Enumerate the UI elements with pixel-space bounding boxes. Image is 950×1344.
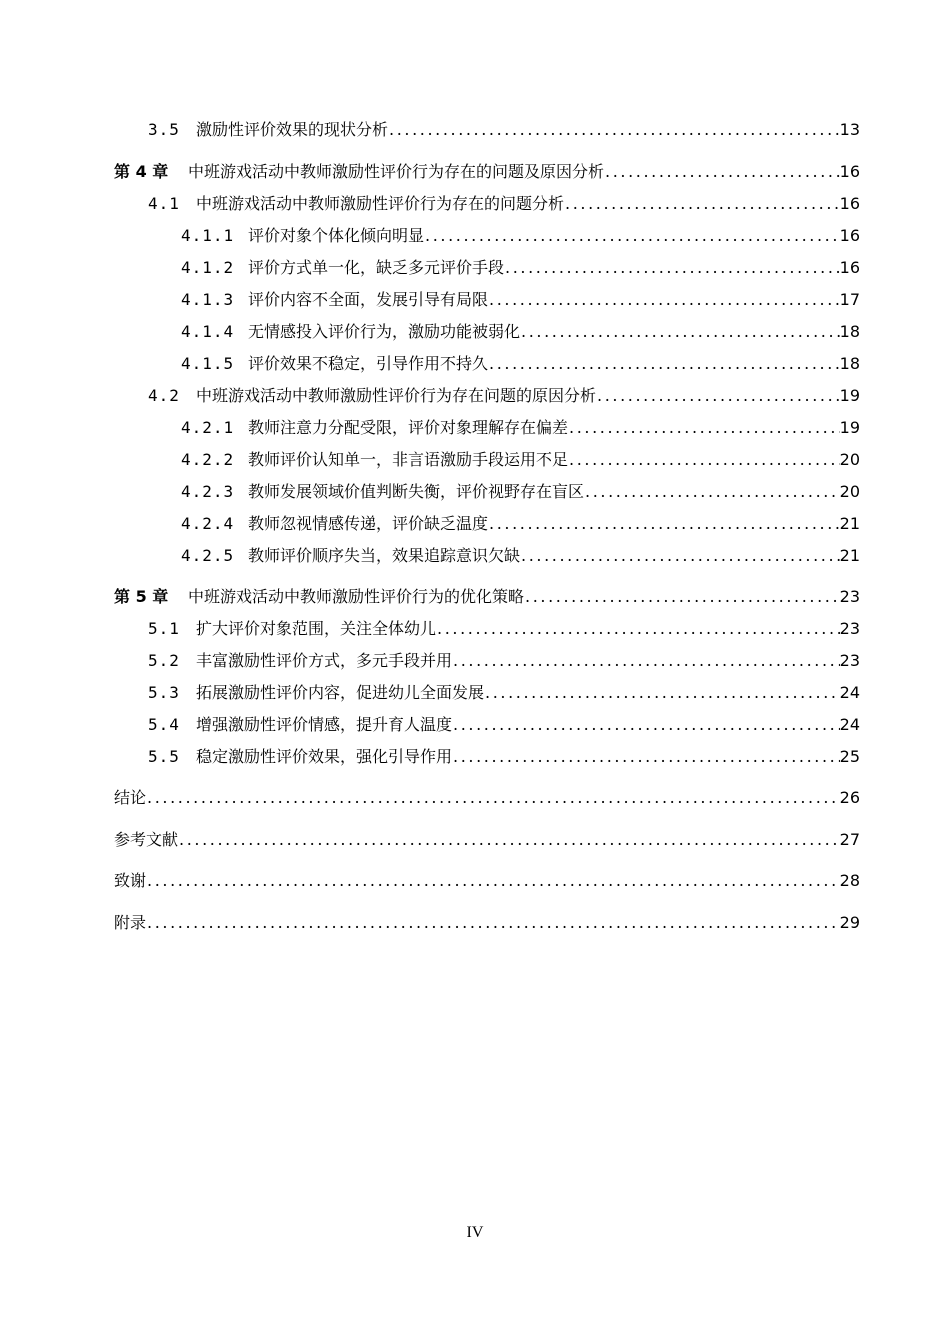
toc-entry-page: 21 bbox=[839, 514, 860, 533]
toc-entry-page: 21 bbox=[839, 546, 860, 565]
toc-leader-dots bbox=[453, 649, 840, 673]
toc-entry-number: 4.2.3 bbox=[181, 482, 235, 501]
toc-entry-appendix[interactable] bbox=[0, 911, 860, 935]
toc-entry-page: 16 bbox=[839, 194, 860, 213]
toc-entry[interactable] bbox=[0, 681, 860, 705]
toc-entry-title: 激励性评价效果的现状分析 bbox=[196, 120, 389, 139]
toc-entry-number: 4.2.5 bbox=[181, 546, 235, 565]
toc-entry-acknowledgements[interactable] bbox=[0, 869, 860, 893]
toc-leader-dots bbox=[525, 585, 840, 609]
toc-entry-number: 5.1 bbox=[148, 619, 180, 638]
toc-entry-page: 19 bbox=[839, 418, 860, 437]
toc-entry[interactable] bbox=[0, 480, 860, 504]
toc-entry-number: 4.1.5 bbox=[181, 354, 235, 373]
toc-leader-dots bbox=[453, 745, 840, 769]
toc-entry-number: 5.4 bbox=[148, 715, 180, 734]
toc-entry-number: 5.2 bbox=[148, 651, 180, 670]
toc-entry-page: 23 bbox=[839, 651, 860, 670]
toc-entry-title: 评价对象个体化倾向明显 bbox=[248, 226, 425, 245]
toc-entry-page: 16 bbox=[839, 258, 860, 277]
toc-leader-dots bbox=[597, 384, 840, 408]
toc-entry-title: 中班游戏活动中教师激励性评价行为存在的问题分析 bbox=[196, 194, 565, 213]
toc-entry-page: 25 bbox=[839, 747, 860, 766]
toc-leader-dots bbox=[389, 118, 840, 142]
toc-entry[interactable] bbox=[0, 320, 860, 344]
toc-entry-references[interactable] bbox=[0, 828, 860, 852]
toc-entry-title: 致谢 bbox=[114, 871, 147, 890]
toc-entry-number: 4.2.2 bbox=[181, 450, 235, 469]
toc-entry-title: 教师评价顺序失当，效果追踪意识欠缺 bbox=[248, 546, 521, 565]
toc-entry-page: 16 bbox=[839, 226, 860, 245]
toc-leader-dots bbox=[565, 192, 840, 216]
toc-leader-dots bbox=[521, 320, 840, 344]
toc-entry-page: 20 bbox=[839, 450, 860, 469]
toc-entry[interactable] bbox=[0, 224, 860, 248]
toc-entry-page: 18 bbox=[839, 322, 860, 341]
toc-entry-page: 18 bbox=[839, 354, 860, 373]
toc-entry-number: 第 4 章 bbox=[114, 162, 169, 181]
toc-entry-number: 4.1.1 bbox=[181, 226, 235, 245]
toc-entry-number: 第 5 章 bbox=[114, 587, 169, 606]
toc-entry-number: 5.5 bbox=[148, 747, 180, 766]
toc-leader-dots bbox=[569, 448, 840, 472]
toc-leader-dots bbox=[569, 416, 840, 440]
toc-entry-page: 26 bbox=[839, 788, 860, 807]
toc-leader-dots bbox=[147, 869, 840, 893]
toc-entry-number: 4.2.1 bbox=[181, 418, 235, 437]
toc-entry[interactable] bbox=[0, 352, 860, 376]
toc-entry-chapter[interactable] bbox=[0, 585, 860, 609]
toc-entry[interactable] bbox=[0, 416, 860, 440]
toc-entry-page: 19 bbox=[839, 386, 860, 405]
toc-entry-title: 附录 bbox=[114, 913, 147, 932]
toc-leader-dots bbox=[605, 160, 840, 184]
page-number-footer: IV bbox=[466, 1224, 484, 1241]
toc-entry[interactable] bbox=[0, 384, 860, 408]
toc-entry[interactable] bbox=[0, 745, 860, 769]
toc-entry-page: 23 bbox=[839, 619, 860, 638]
toc-entry[interactable] bbox=[0, 118, 860, 142]
toc-leader-dots bbox=[489, 288, 840, 312]
toc-entry-title: 中班游戏活动中教师激励性评价行为存在的问题及原因分析 bbox=[188, 162, 605, 181]
toc-entry-page: 16 bbox=[839, 162, 860, 181]
toc-entry-title: 中班游戏活动中教师激励性评价行为的优化策略 bbox=[188, 587, 525, 606]
toc-entry-conclusion[interactable] bbox=[0, 786, 860, 810]
toc-leader-dots bbox=[489, 512, 840, 536]
toc-entry-title: 结论 bbox=[114, 788, 147, 807]
toc-leader-dots bbox=[147, 911, 840, 935]
toc-leader-dots bbox=[485, 681, 840, 705]
toc-entry-page: 23 bbox=[839, 587, 860, 606]
toc-entry[interactable] bbox=[0, 192, 860, 216]
toc-entry-page: 28 bbox=[839, 871, 860, 890]
toc-entry[interactable] bbox=[0, 288, 860, 312]
toc-leader-dots bbox=[453, 713, 840, 737]
toc-entry-title: 评价效果不稳定，引导作用不持久 bbox=[248, 354, 489, 373]
toc-entry-number: 3.5 bbox=[148, 120, 180, 139]
toc-entry-title: 参考文献 bbox=[114, 830, 179, 849]
toc-leader-dots bbox=[147, 786, 840, 810]
toc-entry-page: 13 bbox=[839, 120, 860, 139]
toc-entry-title: 中班游戏活动中教师激励性评价行为存在问题的原因分析 bbox=[196, 386, 597, 405]
toc-entry-page: 20 bbox=[839, 482, 860, 501]
toc-entry-number: 4.1.3 bbox=[181, 290, 235, 309]
toc-leader-dots bbox=[521, 544, 840, 568]
toc-entry-title: 扩大评价对象范围，关注全体幼儿 bbox=[196, 619, 437, 638]
toc-entry-title: 丰富激励性评价方式，多元手段并用 bbox=[196, 651, 453, 670]
toc-entry[interactable] bbox=[0, 544, 860, 568]
toc-entry-title: 增强激励性评价情感，提升育人温度 bbox=[196, 715, 453, 734]
toc-entry-number: 4.1.4 bbox=[181, 322, 235, 341]
toc-entry-title: 教师忽视情感传递，评价缺乏温度 bbox=[248, 514, 489, 533]
toc-entry-number: 4.1 bbox=[148, 194, 180, 213]
toc-entry-title: 评价方式单一化，缺乏多元评价手段 bbox=[248, 258, 505, 277]
toc-entry[interactable] bbox=[0, 448, 860, 472]
toc-entry-page: 29 bbox=[839, 913, 860, 932]
toc-entry-number: 4.2 bbox=[148, 386, 180, 405]
toc-leader-dots bbox=[489, 352, 840, 376]
toc-entry[interactable] bbox=[0, 713, 860, 737]
toc-leader-dots bbox=[505, 256, 840, 280]
toc-entry-number: 5.3 bbox=[148, 683, 180, 702]
toc-entry-title: 评价内容不全面，发展引导有局限 bbox=[248, 290, 489, 309]
toc-entry-page: 24 bbox=[839, 715, 860, 734]
toc-leader-dots bbox=[437, 617, 840, 641]
toc-entry-title: 教师评价认知单一，非言语激励手段运用不足 bbox=[248, 450, 569, 469]
toc-entry-title: 稳定激励性评价效果，强化引导作用 bbox=[196, 747, 453, 766]
toc-entry-page: 17 bbox=[839, 290, 860, 309]
toc-entry-chapter[interactable] bbox=[0, 160, 860, 184]
toc-entry[interactable] bbox=[0, 512, 860, 536]
toc-leader-dots bbox=[425, 224, 840, 248]
toc-entry[interactable] bbox=[0, 649, 860, 673]
toc-entry[interactable] bbox=[0, 617, 860, 641]
toc-entry-title: 教师注意力分配受限，评价对象理解存在偏差 bbox=[248, 418, 569, 437]
toc-leader-dots bbox=[179, 828, 840, 852]
toc-entry-title: 无情感投入评价行为，激励功能被弱化 bbox=[248, 322, 521, 341]
toc-entry-page: 24 bbox=[839, 683, 860, 702]
toc-entry-page: 27 bbox=[839, 830, 860, 849]
toc-entry[interactable] bbox=[0, 256, 860, 280]
toc-entry-title: 拓展激励性评价内容，促进幼儿全面发展 bbox=[196, 683, 485, 702]
toc-leader-dots bbox=[585, 480, 840, 504]
toc-entry-number: 4.1.2 bbox=[181, 258, 235, 277]
toc-entry-number: 4.2.4 bbox=[181, 514, 235, 533]
toc-entry-title: 教师发展领域价值判断失衡，评价视野存在盲区 bbox=[248, 482, 585, 501]
